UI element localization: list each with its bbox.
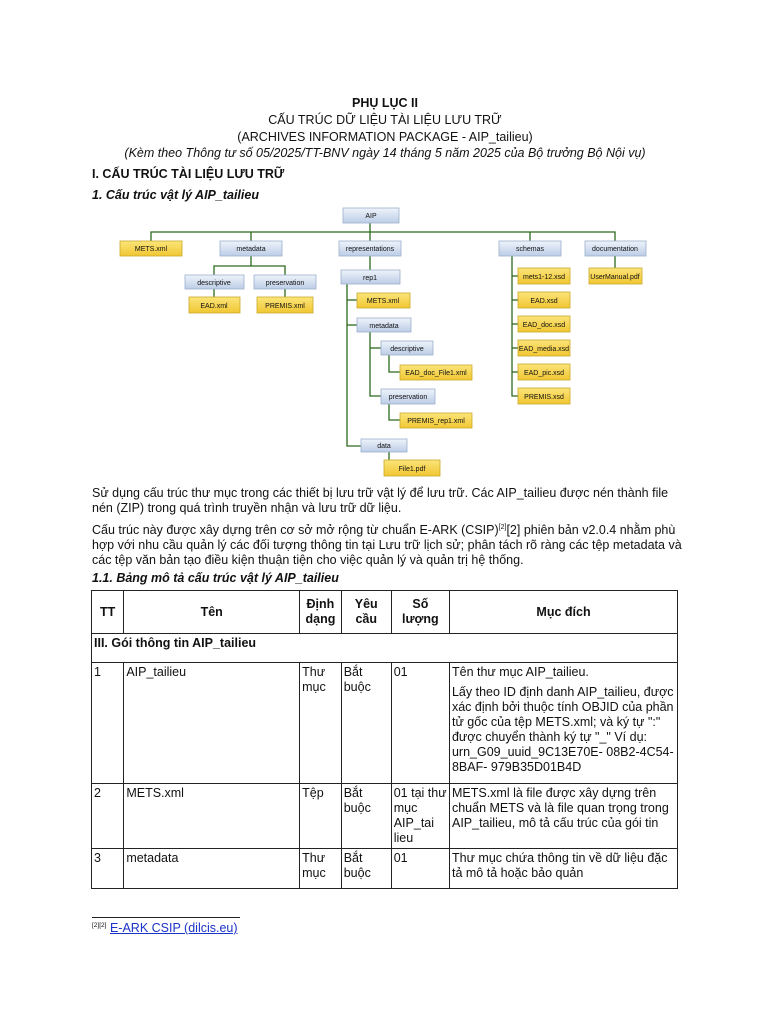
svg-text:AIP: AIP [365,213,377,220]
purpose-line: Tên thư mục AIP_tailieu. [451,665,589,679]
cell-tt: 3 [92,849,124,889]
node-rep-preservation [381,389,435,404]
cell-name: AIP_tailieu [124,663,300,784]
table-row [92,849,678,889]
svg-text:EAD_media.xsd: EAD_media.xsd [518,346,570,353]
node-rep1 [341,270,400,284]
footnote-link[interactable]: E-ARK CSIP (dilcis.eu) [109,921,238,935]
cell-tt: 2 [92,784,124,849]
cell-name: metadata [124,849,300,889]
footnote [92,921,238,935]
paragraph-basis [92,520,682,568]
node-representations [339,241,401,256]
appendix-label: PHỤ LỤC II [352,96,418,110]
table-header-row [92,591,678,634]
node-metadata [220,241,282,256]
node-schema-file [518,292,570,308]
document-subtitle: (ARCHIVES INFORMATION PACKAGE - AIP_tailieu) [237,130,533,144]
cell-quantity: 01 [391,663,449,784]
table-row [92,663,678,784]
node-aip [343,208,399,223]
col-header-tt: TT [92,591,124,634]
node-rep-mets [357,293,410,308]
paragraph-basis-text-cont: [2] phiên bản v2.0.4 nhằm phù hợp với nhu cầu quản lý các đối tượng thông tin tại Lưu trữ lịch sử; phân tách rõ ràng các tệp metadata và các tệp văn bản tạo điều kiện thuận tiện cho việc quản lý và quản trị hệ thống. [92,523,682,568]
footnote-divider [92,917,240,918]
svg-text:File1.pdf: File1.pdf [398,466,426,473]
svg-text:data: data [377,443,391,450]
document-title: CẤU TRÚC DỮ LIỆU TÀI LIỆU LƯU TRỮ [268,113,502,127]
svg-text:EAD.xml: EAD.xml [200,303,228,310]
svg-text:METS.xml: METS.xml [134,246,168,253]
purpose-line: METS.xml là file được xây dựng trên chuẩn METS và là file quan trọng trong AIP_tailieu, mô tả cấu trúc của gói tin [451,786,669,830]
footnote-marker: [2][2] [92,922,107,929]
cell-name: METS.xml [124,784,300,849]
node-premis [257,297,313,313]
cell-required: Bắt buộc [341,784,391,849]
svg-text:EAD_doc_File1.xml: EAD_doc_File1.xml [405,370,467,377]
cell-quantity: 01 [391,849,449,889]
cell-purpose [449,849,677,889]
svg-text:PREMIS_rep1.xml: PREMIS_rep1.xml [407,418,465,425]
col-header-purpose: Mục đích [449,591,677,634]
section-heading: I. CẤU TRÚC TÀI LIỆU LƯU TRỮ [92,167,285,181]
cell-purpose [449,784,677,849]
table-row [92,784,678,849]
svg-text:preservation: preservation [265,280,305,287]
node-documentation [585,241,646,256]
node-schema-file [518,364,570,380]
node-schema-file [518,340,570,356]
svg-text:UserManual.pdf: UserManual.pdf [590,274,640,281]
col-header-required: Yêu cầu [341,591,391,634]
structure-table [91,590,678,889]
cell-format: Thư mục [300,663,342,784]
node-file1 [384,460,440,476]
cell-purpose [449,663,677,784]
aip-structure-diagram [0,0,770,490]
svg-text:EAD.xsd: EAD.xsd [530,298,558,305]
col-header-format: Định dạng [300,591,342,634]
svg-text:descriptive: descriptive [197,280,231,287]
svg-text:descriptive: descriptive [390,346,424,353]
svg-text:representations: representations [345,246,395,253]
cell-quantity: 01 tại thư mục AIP_tai lieu [391,784,449,849]
issued-with-note: (Kèm theo Thông tư số 05/2025/TT-BNV ngày 14 tháng 5 năm 2025 của Bộ trưởng Bộ Nội vụ) [124,146,646,160]
node-rep-premis [400,413,472,428]
table-section-row [92,634,678,663]
svg-text:EAD_pic.xsd: EAD_pic.xsd [523,370,565,377]
svg-text:PREMIS.xsd: PREMIS.xsd [524,394,564,401]
svg-text:documentation: documentation [592,246,638,253]
purpose-line: Thư mục chứa thông tin về dữ liệu đặc tả mô tả hoặc bảo quản [451,851,668,880]
svg-text:mets1-12.xsd: mets1-12.xsd [522,274,566,281]
svg-text:metadata: metadata [236,246,266,253]
svg-text:EAD_doc.xsd: EAD_doc.xsd [522,322,566,329]
cell-tt: 1 [92,663,124,784]
node-mets [120,241,182,256]
purpose-line: Lấy theo ID định danh AIP_tailieu, được xác định bởi thuộc tính OBJID của phần tử gốc của tệp METS.xml; và ký tự ":" được chuyển thành ký tự "_" Ví dụ: urn_G09_uuid_9C13E70E- 08B2-4C54-8BAF- 979B35D01B4D [451,685,674,774]
section-row-label: III. Gói thông tin AIP_tailieu [92,634,678,663]
col-header-name: Tên [124,591,300,634]
cell-required: Bắt buộc [341,849,391,889]
node-schemas [499,241,561,256]
node-ead [189,297,240,313]
node-schema-file [518,388,570,404]
cell-required: Bắt buộc [341,663,391,784]
svg-text:METS.xml: METS.xml [366,298,400,305]
node-preservation [254,275,316,289]
table-heading: 1.1. Bảng mô tả cấu trúc vật lý AIP_tailieu [92,571,339,585]
node-user-manual [589,268,642,284]
node-rep-descriptive [381,341,433,355]
svg-text:PREMIS.xml: PREMIS.xml [265,303,305,310]
footnote-ref[interactable]: [2] [498,524,507,531]
node-rep-ead [400,365,472,380]
col-header-quantity: Số lượng [391,591,449,634]
node-descriptive [185,275,244,289]
node-rep-metadata [357,318,411,332]
node-data [361,439,407,452]
svg-text:preservation: preservation [388,394,428,401]
paragraph-basis-text: Cấu trúc này được xây dựng trên cơ sở mở rộng từ chuẩn E-ARK (CSIP) [92,523,499,538]
paragraph-storage: Sử dụng cấu trúc thư mục trong các thiết bị lưu trữ vật lý để lưu trữ. Các AIP_tailieu được nén thành file nén (ZIP) trong quá trình truyền nhận và lưu trữ dữ liệu. [92,486,669,515]
cell-format: Thư mục [300,849,342,889]
node-schema-file [518,316,570,332]
svg-text:rep1: rep1 [362,275,378,282]
node-schema-file [518,268,570,284]
cell-format: Tệp [300,784,342,849]
svg-text:metadata: metadata [369,323,399,330]
svg-text:schemas: schemas [515,246,545,253]
subsection-heading: 1. Cấu trúc vật lý AIP_tailieu [92,188,259,202]
